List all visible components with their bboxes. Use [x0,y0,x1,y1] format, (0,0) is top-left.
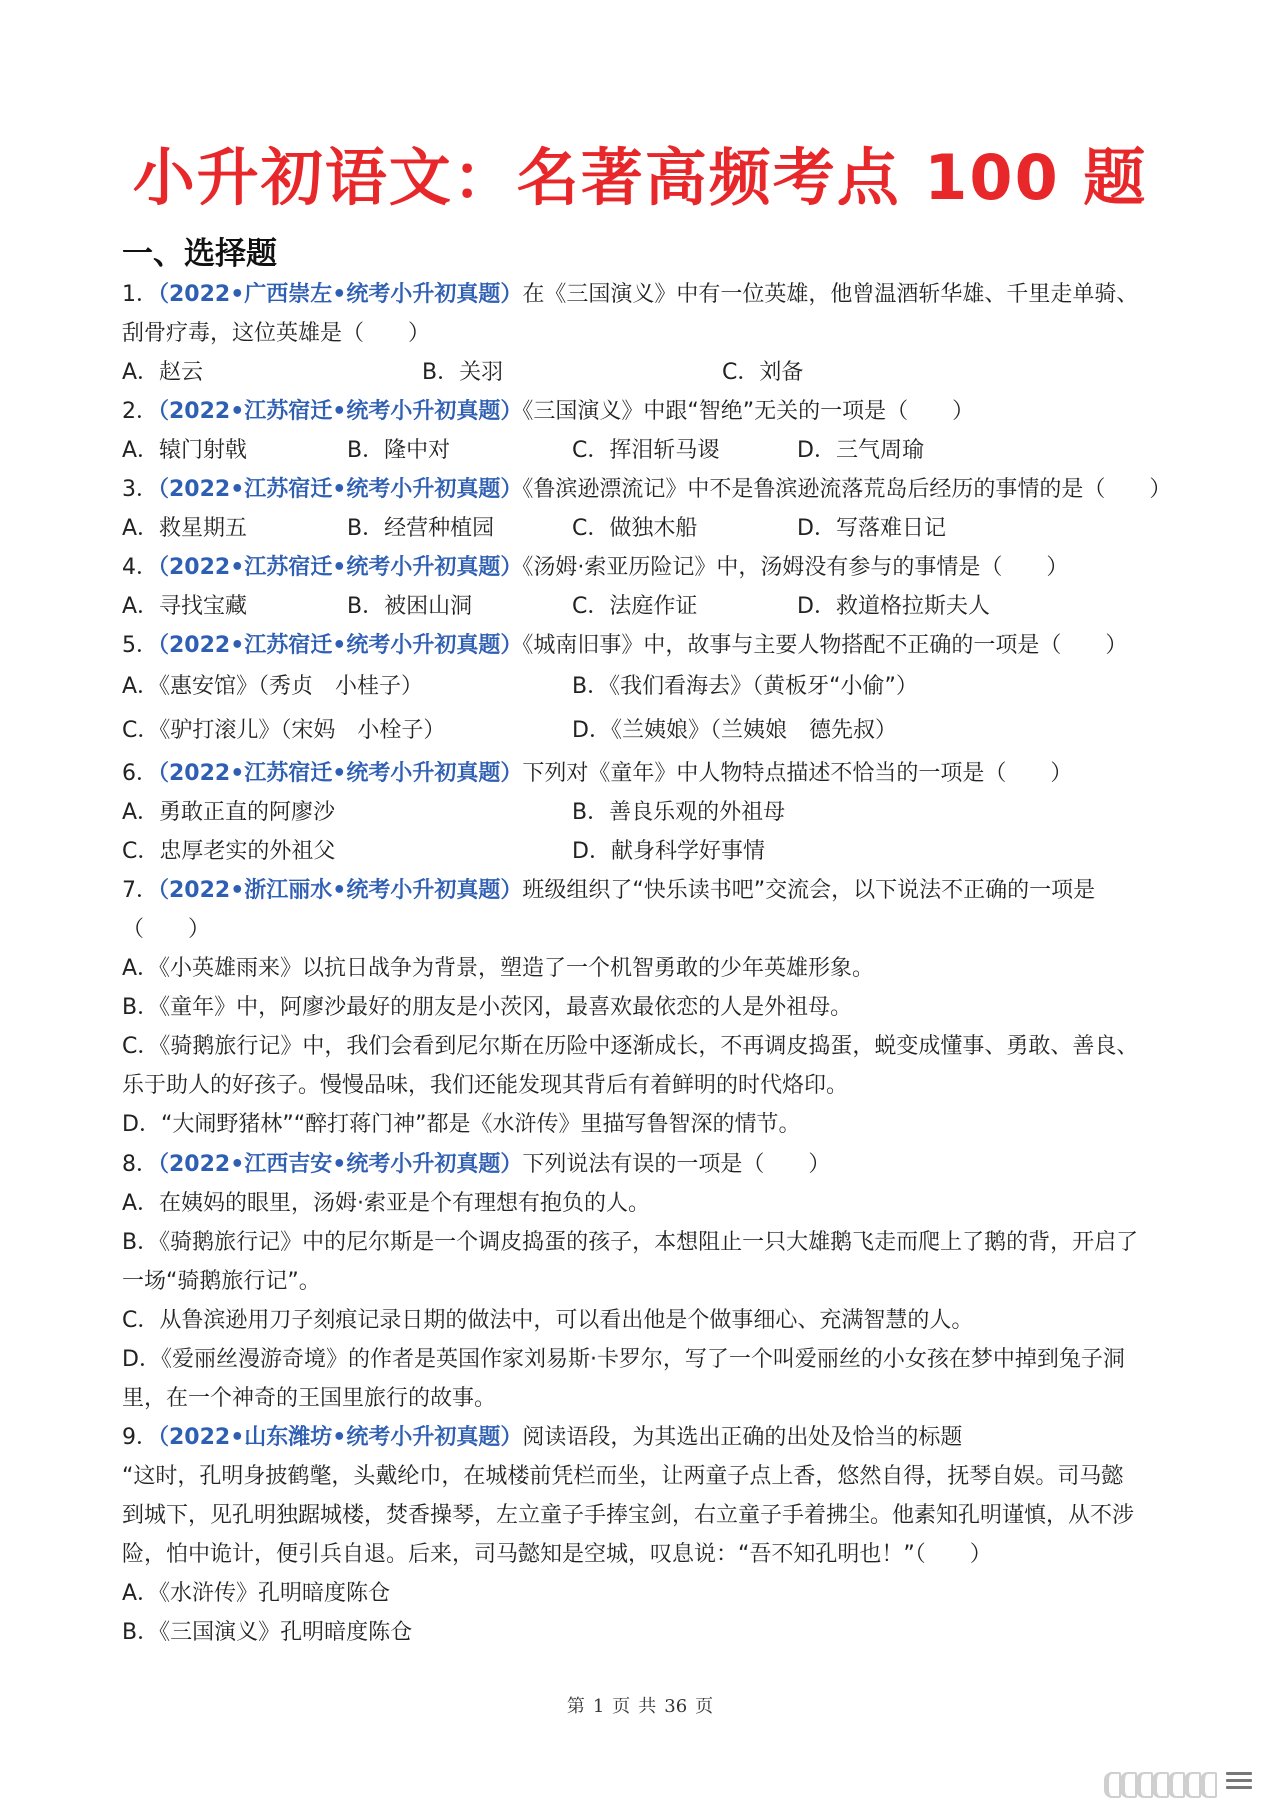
option-a[interactable]: A．《水浒传》孔明暗度陈仓 [122,1581,391,1606]
option-b[interactable]: B．善良乐观的外祖母 [572,800,786,825]
question-source: （2022•江西吉安•统考小升初真题） [158,1152,523,1177]
question-stem: 3．（2022•江苏宿迁•统考小升初真题）《鲁滨逊漂流记》中不是鲁滨逊流落荒岛后经历的事情的是（ ） [122,477,1172,502]
question-stem: 5．（2022•江苏宿迁•统考小升初真题）《城南旧事》中，故事与主要人物搭配不正确的一项是（ ） [122,633,1128,658]
page-title: 小升初语文：名著高频考点 100 题 [132,141,1148,214]
option-d-cont: 里，在一个神奇的王国里旅行的故事。 [122,1386,497,1411]
option-row [122,431,1182,470]
question-stem: 6．（2022•江苏宿迁•统考小升初真题）下列对《童年》中人物特点描述不恰当的一项是（ ） [122,761,1073,786]
question-5 [122,626,1182,753]
option-c[interactable]: C．忠厚老实的外祖父 [122,839,336,864]
question-source: （2022•山东潍坊•统考小升初真题） [158,1425,523,1450]
question-source: （2022•江苏宿迁•统考小升初真题） [158,633,523,658]
question-stem: 1．（2022•广西崇左•统考小升初真题）在《三国演义》中有一位英雄，他曾温酒斩华雄、千里走单骑、 [122,282,1139,307]
option-a[interactable]: A．救星期五 [122,516,248,541]
footer-text: 共 [638,1696,657,1717]
option-row [122,832,1182,871]
option-a[interactable]: A．赵云 [122,360,204,385]
question-stem-cont: （ ） [122,917,211,942]
question-source: （2022•江苏宿迁•统考小升初真题） [158,477,523,502]
option-d[interactable]: D．献身科学好事情 [572,839,765,864]
option-d[interactable]: D．《兰姨娘》（兰姨娘 德先叔） [572,718,897,743]
option-d[interactable]: D．“大闹野猪林”“醉打蒋门神”都是《水浒传》里描写鲁智深的情节。 [122,1112,801,1137]
option-c[interactable]: C．《驴打滚儿》（宋妈 小栓子） [122,718,446,743]
question-source: （2022•江苏宿迁•统考小升初真题） [158,399,523,424]
option-a[interactable]: A．寻找宝藏 [122,594,248,619]
option-b-cont: 一场“骑鹅旅行记”。 [122,1269,321,1294]
question-stem: 2．（2022•江苏宿迁•统考小升初真题）《三国演义》中跟“智绝”无关的一项是（ ） [122,399,975,424]
option-a[interactable]: A．《小英雄雨来》以抗日战争为背景，塑造了一个机智勇敢的少年英雄形象。 [122,956,875,981]
option-row [122,353,1182,392]
option-row [122,509,1182,548]
scroll-indicator-icon [1104,1772,1216,1794]
question-9 [122,1418,1182,1652]
option-a[interactable]: A．勇敢正直的阿廖沙 [122,800,336,825]
question-source: （2022•江苏宿迁•统考小升初真题） [158,555,523,580]
option-b[interactable]: B．《童年》中，阿廖沙最好的朋友是小茨冈，最喜欢最依恋的人是外祖母。 [122,995,853,1020]
option-d[interactable]: D．救道格拉斯夫人 [797,594,990,619]
option-a[interactable]: A．《惠安馆》（秀贞 小桂子） [122,674,424,699]
footer-text: 页 [695,1696,714,1717]
footer-text: 页 [612,1696,631,1717]
question-stem: 4．（2022•江苏宿迁•统考小升初真题）《汤姆·索亚历险记》中，汤姆没有参与的事情是（ ） [122,555,1069,580]
option-c[interactable]: C．挥泪斩马谡 [572,438,720,463]
option-row [122,709,1182,753]
menu-icon[interactable] [1226,1772,1252,1794]
question-source: （2022•广西崇左•统考小升初真题） [158,282,523,307]
option-row [122,665,1182,709]
option-b[interactable]: B．经营种植园 [347,516,495,541]
question-stem: 8．（2022•江西吉安•统考小升初真题）下列说法有误的一项是（ ） [122,1152,831,1177]
question-8 [122,1145,1182,1418]
option-a[interactable]: A．在姨妈的眼里，汤姆·索亚是个有理想有抱负的人。 [122,1191,651,1216]
option-d[interactable]: D．三气周瑜 [797,438,924,463]
option-b[interactable]: B．《我们看海去》（黄板牙“小偷”） [572,674,918,699]
section-heading: 一、选择题 [122,236,277,272]
reading-passage: 险，怕中诡计，便引兵自退。后来，司马懿知是空城，叹息说：“吾不知孔明也！”（ ） [122,1542,992,1567]
question-stem-cont: 刮骨疗毒，这位英雄是（ ） [122,321,431,346]
option-c[interactable]: C．做独木船 [572,516,698,541]
question-stem: 9．（2022•山东潍坊•统考小升初真题）阅读语段，为其选出正确的出处及恰当的标题 [122,1425,963,1450]
question-7 [122,871,1182,1144]
question-2 [122,392,1182,470]
page-total: 36 [664,1696,688,1717]
option-b[interactable]: B．《三国演义》孔明暗度陈仓 [122,1620,413,1645]
option-b[interactable]: B．被困山洞 [347,594,473,619]
question-source: （2022•江苏宿迁•统考小升初真题） [158,761,523,786]
question-source: （2022•浙江丽水•统考小升初真题） [158,878,523,903]
question-6 [122,754,1182,871]
option-c[interactable]: C．从鲁滨逊用刀子刻痕记录日期的做法中，可以看出他是个做事细心、充满智慧的人。 [122,1308,974,1333]
reading-passage: “这时，孔明身披鹤氅，头戴纶巾，在城楼前凭栏而坐，让两童子点上香，悠然自得，抚琴自娱。司马懿 [122,1464,1124,1489]
option-c[interactable]: C．《骑鹅旅行记》中，我们会看到尼尔斯在历险中逐渐成长，不再调皮捣蛋，蜕变成懂事、勇敢、善良、 [122,1034,1139,1059]
option-row [122,793,1182,832]
question-3 [122,470,1182,548]
option-c[interactable]: C．刘备 [722,360,804,385]
option-b[interactable]: B．《骑鹅旅行记》中的尼尔斯是一个调皮捣蛋的孩子，本想阻止一只大雄鹅飞走而爬上了鹅的背，开启了 [122,1230,1139,1255]
option-b[interactable]: B．关羽 [422,360,504,385]
option-a[interactable]: A．辕门射戟 [122,438,248,463]
page-footer [0,1692,1280,1718]
option-row [122,587,1182,626]
question-stem: 7．（2022•浙江丽水•统考小升初真题）班级组织了“快乐读书吧”交流会，以下说法不正确的一项是 [122,878,1096,903]
option-c[interactable]: C．法庭作证 [572,594,698,619]
footer-text: 第 [566,1696,585,1717]
reading-passage: 到城下，见孔明独踞城楼，焚香操琴，左立童子手捧宝剑，右立童子手着拂尘。他素知孔明谨慎，从不涉 [122,1503,1135,1528]
option-d[interactable]: D．《爱丽丝漫游奇境》的作者是英国作家刘易斯·卡罗尔，写了一个叫爱丽丝的小女孩在梦中掉到兔子洞 [122,1347,1125,1372]
option-c-cont: 乐于助人的好孩子。慢慢品味，我们还能发现其背后有着鲜明的时代烙印。 [122,1073,849,1098]
question-4 [122,548,1182,626]
option-b[interactable]: B．隆中对 [347,438,451,463]
question-1 [122,275,1182,392]
option-d[interactable]: D．写落难日记 [797,516,946,541]
page-number: 1 [592,1696,605,1717]
